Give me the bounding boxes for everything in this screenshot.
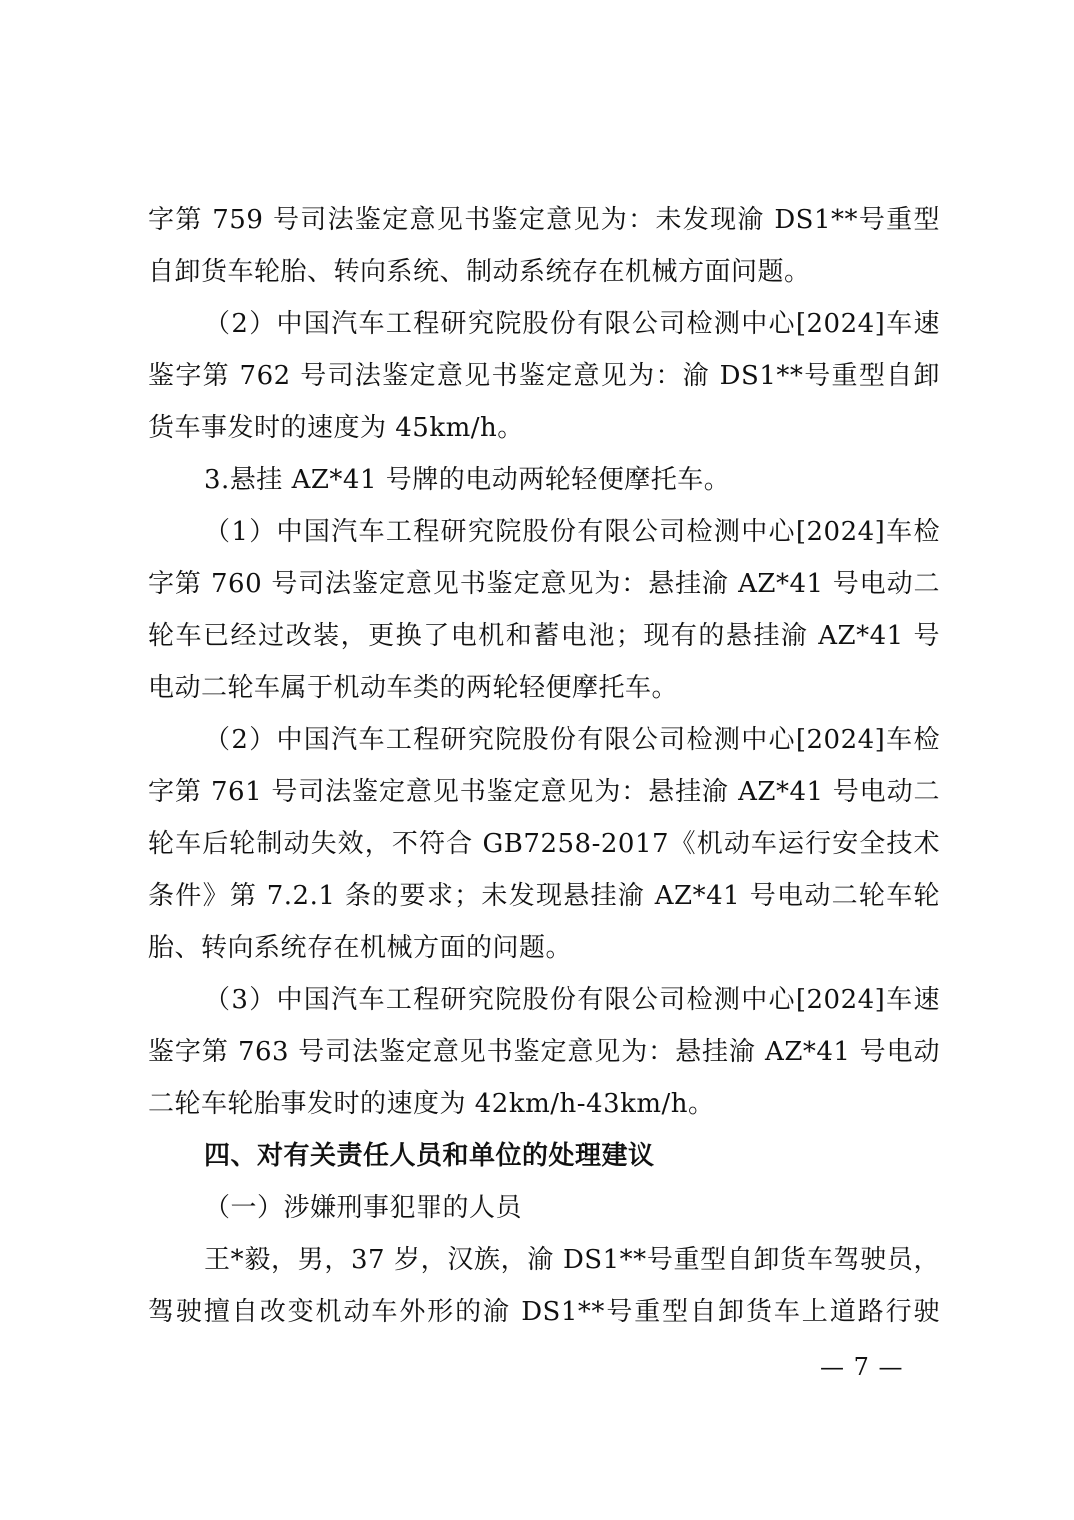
- page-number: — 7 —: [820, 1353, 904, 1381]
- paragraph-line: 鉴字第 763 号司法鉴定意见书鉴定意见为：悬挂渝 AZ*41 号电动: [148, 1037, 940, 1067]
- paragraph-line: 自卸货车轮胎、转向系统、制动系统存在机械方面问题。: [148, 257, 811, 287]
- paragraph-line: 字第 761 号司法鉴定意见书鉴定意见为：悬挂渝 AZ*41 号电动二: [148, 777, 940, 807]
- paragraph-line: 货车事发时的速度为 45km/h。: [148, 413, 524, 443]
- paragraph-line: 王*毅，男，37 岁，汉族，渝 DS1**号重型自卸货车驾驶员，: [204, 1245, 940, 1275]
- paragraph-line: （1）中国汽车工程研究院股份有限公司检测中心[2024]车检: [204, 517, 940, 547]
- paragraph-line: 条件》第 7.2.1 条的要求；未发现悬挂渝 AZ*41 号电动二轮车轮: [148, 881, 940, 911]
- paragraph-line: 字第 760 号司法鉴定意见书鉴定意见为：悬挂渝 AZ*41 号电动二: [148, 569, 940, 599]
- paragraph-line: （2）中国汽车工程研究院股份有限公司检测中心[2024]车检: [204, 725, 940, 755]
- section-heading: 四、对有关责任人员和单位的处理建议: [204, 1141, 655, 1171]
- paragraph-line: 电动二轮车属于机动车类的两轮轻便摩托车。: [148, 673, 679, 703]
- paragraph-line: 轮车后轮制动失效，不符合 GB7258-2017《机动车运行安全技术: [148, 829, 940, 859]
- paragraph-line: 字第 759 号司法鉴定意见书鉴定意见为：未发现渝 DS1**号重型: [148, 205, 940, 235]
- paragraph-line: （2）中国汽车工程研究院股份有限公司检测中心[2024]车速: [204, 309, 940, 339]
- section-item-title: 3.悬挂 AZ*41 号牌的电动两轮轻便摩托车。: [204, 465, 731, 495]
- paragraph-line: （3）中国汽车工程研究院股份有限公司检测中心[2024]车速: [204, 985, 940, 1015]
- paragraph-line: 轮车已经过改装，更换了电机和蓄电池；现有的悬挂渝 AZ*41 号: [148, 621, 940, 651]
- paragraph-line: 胎、转向系统存在机械方面的问题。: [148, 933, 573, 963]
- paragraph-line: 二轮车轮胎事发时的速度为 42km/h-43km/h。: [148, 1089, 715, 1119]
- paragraph-line: 驾驶擅自改变机动车外形的渝 DS1**号重型自卸货车上道路行驶: [148, 1297, 940, 1327]
- subsection-heading: （一）涉嫌刑事犯罪的人员: [204, 1193, 523, 1223]
- paragraph-line: 鉴字第 762 号司法鉴定意见书鉴定意见为：渝 DS1**号重型自卸: [148, 361, 940, 391]
